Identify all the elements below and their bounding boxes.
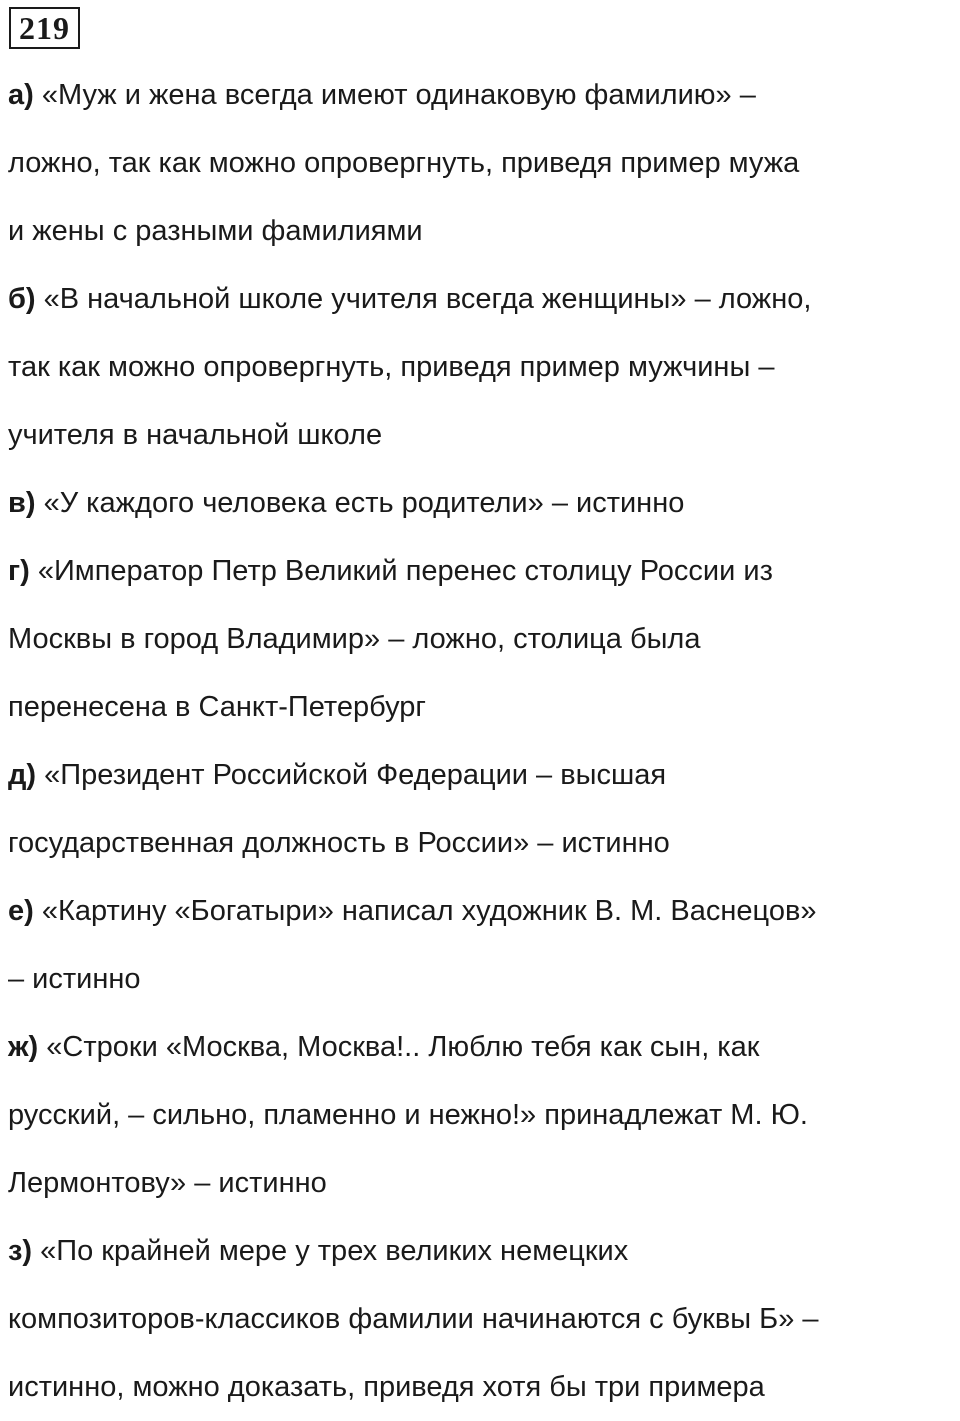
answer-marker: з) bbox=[8, 1235, 33, 1267]
answer-line bbox=[8, 1149, 956, 1217]
answer-line bbox=[8, 129, 956, 197]
answer-list bbox=[8, 61, 956, 1421]
answer-text: «По крайней мере у трех великих немецких bbox=[40, 1235, 629, 1267]
answer-text: «Муж и жена всегда имеют одинаковую фамилию» – bbox=[41, 79, 756, 111]
answer-item bbox=[8, 469, 956, 537]
answer-text: и жены с разными фамилиями bbox=[8, 215, 423, 247]
answer-text: «У каждого человека есть родители» – истинно bbox=[43, 487, 685, 519]
task-number-box: 219 bbox=[9, 7, 80, 49]
answer-text: перенесена в Санкт-Петербург bbox=[8, 691, 426, 723]
answer-item bbox=[8, 61, 956, 265]
answer-text: Лермонтову» – истинно bbox=[8, 1167, 327, 1199]
answer-line bbox=[8, 537, 956, 605]
answer-text: Москвы в город Владимир» – ложно, столица была bbox=[8, 623, 701, 655]
answer-line bbox=[8, 1217, 956, 1285]
answer-text: композиторов-классиков фамилии начинаются с буквы Б» – bbox=[8, 1303, 819, 1335]
answer-marker: в) bbox=[8, 487, 36, 519]
answer-line bbox=[8, 401, 956, 469]
answer-marker: г) bbox=[8, 555, 30, 587]
answer-item bbox=[8, 265, 956, 469]
answer-text: «Строки «Москва, Москва!.. Люблю тебя как сын, как bbox=[46, 1031, 760, 1063]
answer-line bbox=[8, 1013, 956, 1081]
answer-text: истинно, можно доказать, приведя хотя бы три примера bbox=[8, 1371, 765, 1403]
answer-text: учителя в начальной школе bbox=[8, 419, 383, 451]
answer-marker: д) bbox=[8, 759, 37, 791]
answer-text: – истинно bbox=[8, 963, 141, 995]
answer-line bbox=[8, 333, 956, 401]
answer-item bbox=[8, 741, 956, 877]
answer-line bbox=[8, 197, 956, 265]
answer-line bbox=[8, 809, 956, 877]
answer-text: «Президент Российской Федерации – высшая bbox=[44, 759, 667, 791]
answer-line bbox=[8, 265, 956, 333]
answer-text: государственная должность в России» – истинно bbox=[8, 827, 670, 859]
answer-line bbox=[8, 1353, 956, 1421]
answer-line bbox=[8, 1081, 956, 1149]
answer-text: «Картину «Богатыри» написал художник В. М. Васнецов» bbox=[41, 895, 817, 927]
answer-text: русский, – сильно, пламенно и нежно!» принадлежат М. Ю. bbox=[8, 1099, 808, 1131]
answer-marker: е) bbox=[8, 895, 34, 927]
answer-line bbox=[8, 741, 956, 809]
answer-marker: а) bbox=[8, 79, 34, 111]
answer-text: «Император Петр Великий перенес столицу России из bbox=[37, 555, 773, 587]
answer-item bbox=[8, 537, 956, 741]
answer-line bbox=[8, 945, 956, 1013]
answer-text: так как можно опровергнуть, приведя пример мужчины – bbox=[8, 351, 775, 383]
answer-text: «В начальной школе учителя всегда женщины» – ложно, bbox=[43, 283, 812, 315]
answer-item bbox=[8, 877, 956, 1013]
answer-line bbox=[8, 61, 956, 129]
answer-text: ложно, так как можно опровергнуть, приведя пример мужа bbox=[8, 147, 800, 179]
answer-marker: б) bbox=[8, 283, 36, 315]
answer-line bbox=[8, 877, 956, 945]
answer-item bbox=[8, 1013, 956, 1217]
answer-line bbox=[8, 469, 956, 537]
answer-line bbox=[8, 605, 956, 673]
answer-line bbox=[8, 1285, 956, 1353]
answer-line bbox=[8, 673, 956, 741]
answer-marker: ж) bbox=[8, 1031, 39, 1063]
answer-item bbox=[8, 1217, 956, 1421]
